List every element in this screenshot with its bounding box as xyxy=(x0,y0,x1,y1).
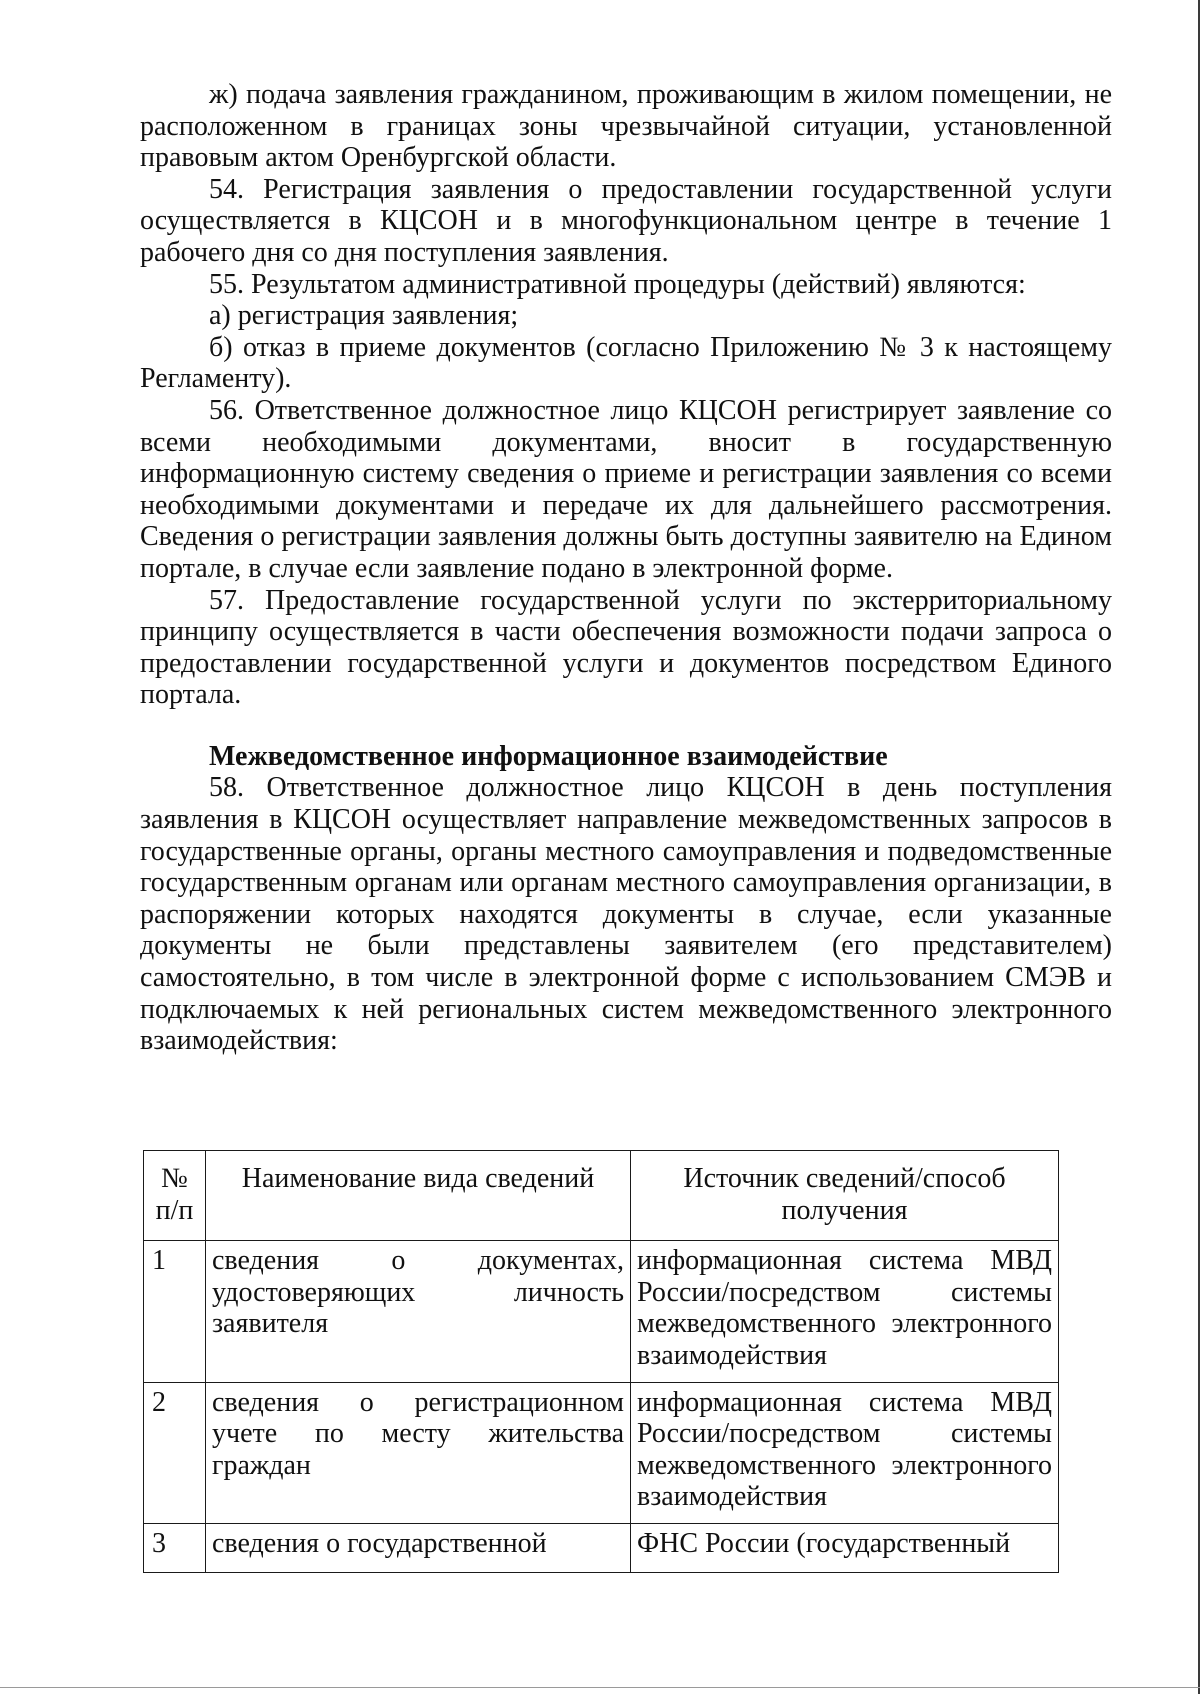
table-header-row xyxy=(144,1151,1059,1241)
section-heading: Межведомственное информационное взаимодействие xyxy=(209,740,888,772)
row-name: сведения о документах, удостоверяющих личность заявителя xyxy=(206,1241,631,1382)
header-num: № п/п xyxy=(144,1151,206,1241)
row-source: информационная система МВД России/посредством системы межведомственного электронного взаимодействия xyxy=(631,1382,1059,1523)
header-source: Источник сведений/способ получения xyxy=(631,1151,1059,1241)
row-name: сведения о регистрационном учете по месту жительства граждан xyxy=(206,1382,631,1523)
paragraph-55-b: б) отказ в приеме документов (согласно Приложению № 3 к настоящему Регламенту). xyxy=(140,331,1112,395)
table-row xyxy=(144,1241,1059,1382)
table-row xyxy=(144,1382,1059,1523)
scan-bottom-line xyxy=(0,1687,1200,1688)
interagency-info-table xyxy=(143,1150,1059,1573)
paragraph-zh: ж) подача заявления гражданином, проживающим в жилом помещении, не расположенном в границах зоны чрезвычайной ситуации, установленной правовым актом Оренбургской области. xyxy=(140,79,1112,174)
row-source: информационная система МВД России/посредством системы межведомственного электронного взаимодействия xyxy=(631,1241,1059,1382)
row-num: 3 xyxy=(144,1523,206,1572)
paragraph-54: 54. Регистрация заявления о предоставлении государственной услуги осуществляется в КЦСОН и в многофункциональном центре в течение 1 рабочего дня со дня поступления заявления. xyxy=(140,173,1112,268)
row-name: сведения о государственной xyxy=(206,1523,631,1572)
paragraph-58: 58. Ответственное должностное лицо КЦСОН в день поступления заявления в КЦСОН осуществляет направление межведомственных запросов в государственные органы, органы местного самоуправления и подведомственные государственным органам или органам местного самоуправления организации, в распоряжении которых находятся документы в случае, если указанные документы не были представлены заявителем (его представителем) самостоятельно, в том числе в электронной форме с использованием СМЭВ и подключаемых к ней региональных систем межведомственного электронного взаимодействия: xyxy=(140,772,1112,1057)
document-body xyxy=(140,79,1112,1057)
row-source: ФНС России (государственный xyxy=(631,1523,1059,1572)
table-row xyxy=(144,1523,1059,1572)
row-num: 2 xyxy=(144,1382,206,1523)
row-num: 1 xyxy=(144,1241,206,1382)
header-name: Наименование вида сведений xyxy=(206,1151,631,1241)
paragraph-56: 56. Ответственное должностное лицо КЦСОН регистрирует заявление со всеми необходимыми документами, вносит в государственную информационную систему сведения о приеме и регистрации заявления со всеми необходимыми документами и передаче их для дальнейшего рассмотрения. Сведения о регистрации заявления должны быть доступны заявителю на Едином портале, в случае если заявление подано в электронной форме. xyxy=(140,394,1112,584)
paragraph-55: 55. Результатом административной процедуры (действий) являются: xyxy=(209,268,1026,300)
paragraph-57: 57. Предоставление государственной услуги по экстерриториальному принципу осуществляется в части обеспечения возможности подачи запроса о предоставлении государственной услуги и документов посредством Единого портала. xyxy=(140,584,1112,711)
paragraph-55-a: а) регистрация заявления; xyxy=(209,300,519,332)
